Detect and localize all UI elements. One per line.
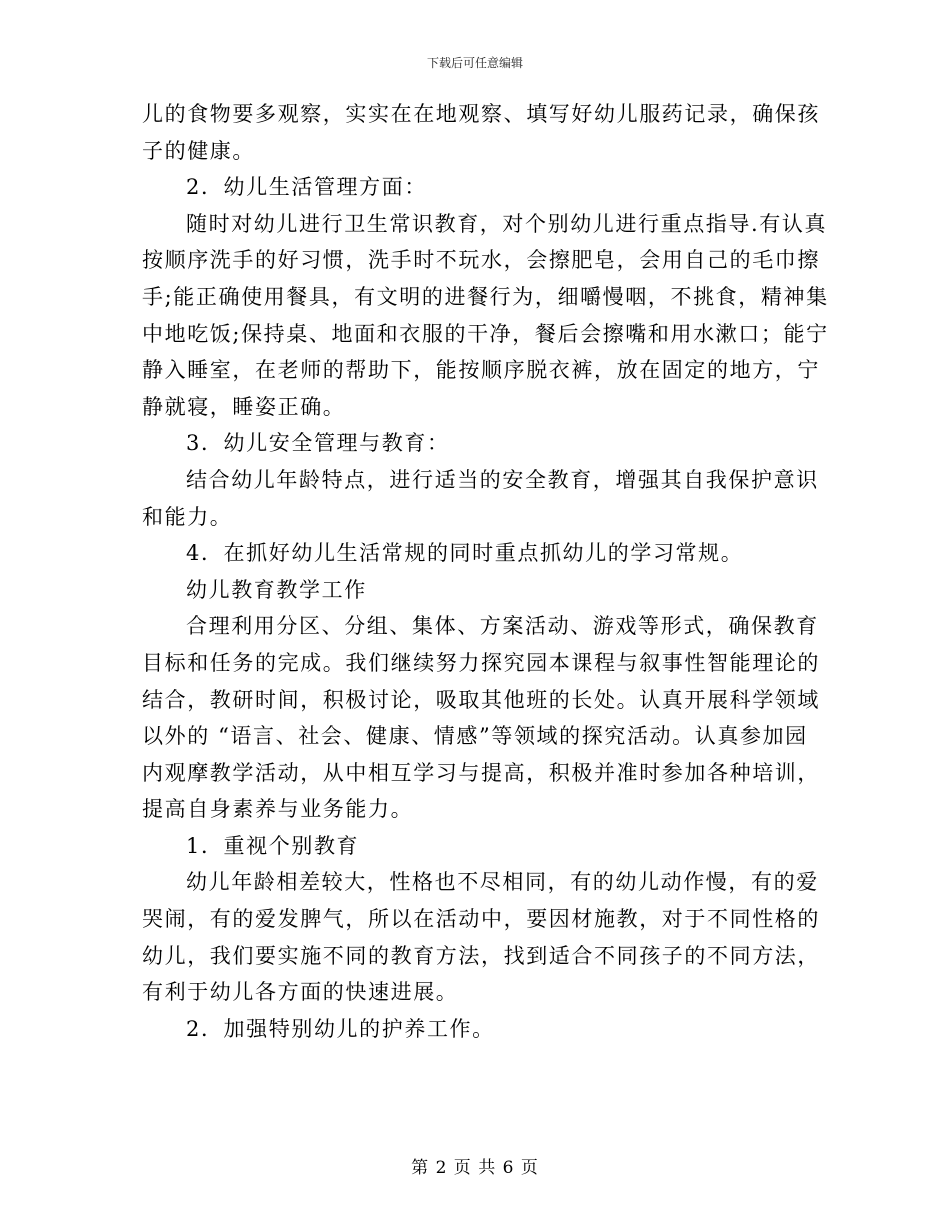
document-body xyxy=(142,96,829,1047)
section-heading: 2．幼儿生活管理方面： xyxy=(186,175,427,200)
section-heading: 4．在抓好幼儿生活常规的同时重点抓幼儿的学习常规。 xyxy=(186,541,744,566)
body-line: 幼儿年龄相差较大，性格也不尽相同，有的幼儿动作慢，有的爱 xyxy=(186,870,819,895)
section-heading: 幼儿教育教学工作 xyxy=(186,577,367,602)
body-line: 子的健康。 xyxy=(142,138,255,163)
body-line: 以外的 “语言、社会、健康、情感”等领域的探究活动。认真参加园 xyxy=(142,724,808,749)
body-line: 提高自身素养与业务能力。 xyxy=(142,797,414,822)
body-line: 静就寝，睡姿正确。 xyxy=(142,394,346,419)
body-line: 和能力。 xyxy=(142,504,233,529)
body-line: 中地吃饭;保持桌、地面和衣服的干净，餐后会擦嘴和用水漱口；能宁 xyxy=(142,321,829,346)
body-line: 幼儿，我们要实施不同的教育方法，找到适合不同孩子的不同方法， xyxy=(142,943,820,968)
section-heading: 3．幼儿安全管理与教育： xyxy=(186,431,450,456)
section-heading: 2．加强特别幼儿的护养工作。 xyxy=(186,1016,495,1041)
body-line: 合理利用分区、分组、集体、方案活动、游戏等形式，确保教育 xyxy=(186,614,819,639)
header-note: 下载后可任意编辑 xyxy=(426,56,523,70)
body-line: 手;能正确使用餐具，有文明的进餐行为，细嚼慢咽，不挑食，精神集 xyxy=(142,284,829,309)
body-line: 按顺序洗手的好习惯，洗手时不玩水，会擦肥皂，会用自己的毛巾擦 xyxy=(142,248,820,273)
body-line: 结合幼儿年龄特点，进行适当的安全教育，增强其自我保护意识 xyxy=(186,467,819,492)
body-line: 哭闹，有的爱发脾气，所以在活动中，要因材施教，对于不同性格的 xyxy=(142,907,820,932)
section-heading: 1．重视个别教育 xyxy=(186,833,360,858)
body-line: 内观摩教学活动，从中相互学习与提高，积极并准时参加各种培训， xyxy=(142,760,820,785)
body-line: 有利于幼儿各方面的快速进展。 xyxy=(142,980,459,1005)
body-line: 儿的食物要多观察，实实在在地观察、填写好幼儿服药记录，确保孩 xyxy=(142,102,820,126)
body-line: 随时对幼儿进行卫生常识教育，对个别幼儿进行重点指导.有认真 xyxy=(186,211,828,236)
body-line: 结合，教研时间，积极讨论，吸取其他班的长处。认真开展科学领域 xyxy=(142,687,820,712)
body-line: 目标和任务的完成。我们继续努力探究园本课程与叙事性智能理论的 xyxy=(142,650,820,675)
page-footer: 第 2 页 共 6 页 xyxy=(411,1158,539,1178)
body-line: 静入睡室，在老师的帮助下，能按顺序脱衣裤，放在固定的地方，宁 xyxy=(142,358,820,383)
